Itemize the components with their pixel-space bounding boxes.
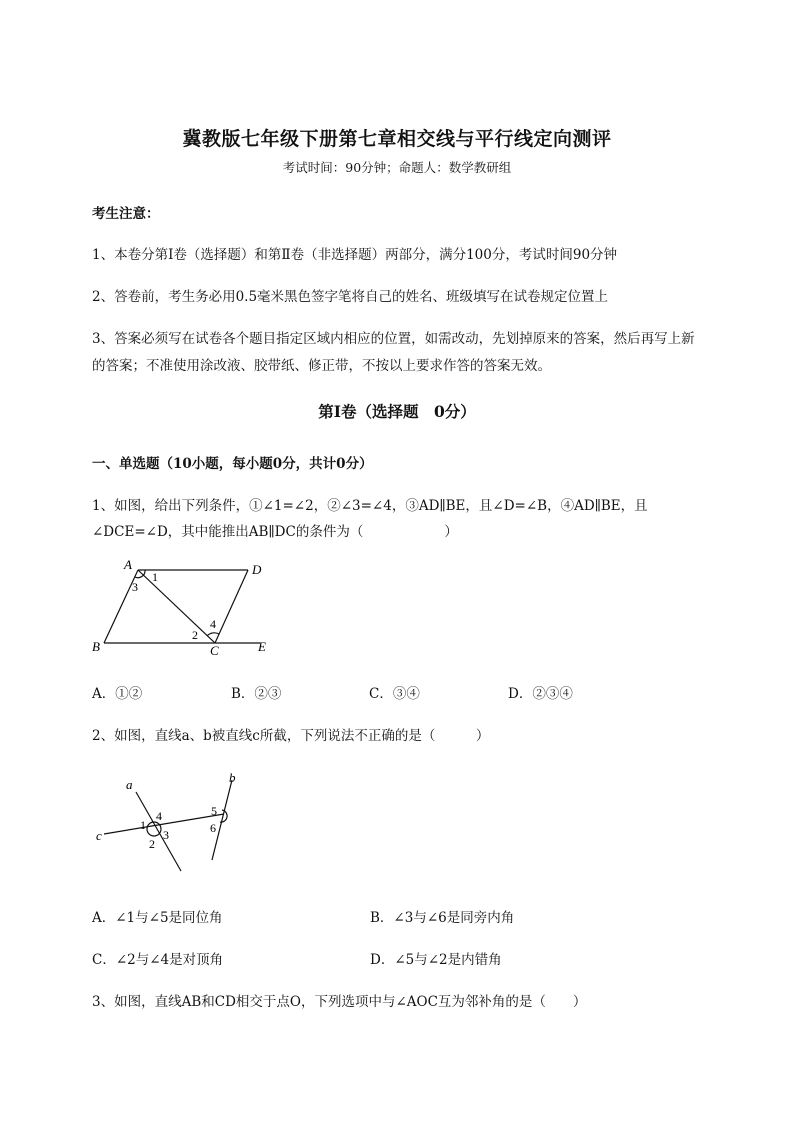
q1-angle-4: 4: [210, 617, 216, 631]
q1-label-e: E: [258, 639, 266, 654]
notice-item-1: 1、本卷分第I卷（选择题）和第Ⅱ卷（非选择题）两部分，满分100分，考试时间90分钟: [92, 247, 618, 263]
q2-angle-1: 1: [140, 818, 146, 832]
q1-label-b: B: [92, 639, 100, 654]
q2-label-c: c: [96, 828, 102, 843]
q2-angle-3: 3: [163, 828, 169, 842]
q2-option-d: D．∠5与∠2是内错角: [370, 952, 502, 968]
notice-item-3-cont: 的答案；不准使用涂改液、胶带纸、修正带，不按以上要求作答的答案无效。: [92, 358, 551, 374]
q2-option-b: B．∠3与∠6是同旁内角: [370, 910, 515, 926]
q1-option-c: C．③④: [369, 686, 420, 702]
q1-option-d: D．②③④: [508, 686, 573, 702]
q1-line-ac: [138, 570, 215, 643]
q2-option-a: A．∠1与∠5是同位角: [92, 910, 223, 926]
q2-angle-5: 5: [211, 804, 217, 818]
q1-angle-3: 3: [132, 580, 138, 594]
q1-option-a: A．①②: [92, 686, 143, 702]
notice-item-2: 2、答卷前，考生务必用0.5毫米黑色签字笔将自己的姓名、班级填写在试卷规定位置上: [92, 289, 609, 305]
part1-title: 第I卷（选择题 0分）: [318, 402, 476, 421]
q2-label-b: b: [229, 770, 236, 785]
q1-line-dc: [215, 570, 248, 643]
q1-label-a: A: [124, 557, 132, 572]
q1-figure: [88, 556, 278, 661]
q1-stem-line1: 1、如图，给出下列条件，①∠1=∠2，②∠3=∠4，③AD∥BE，且∠D=∠B，④AD∥BE，且: [92, 498, 648, 514]
q1-angle-arc-c: [207, 633, 219, 636]
q1-label-c: C: [210, 643, 219, 658]
notice-heading: 考生注意：: [92, 206, 160, 222]
q2-figure: [92, 768, 252, 880]
page-title: 冀教版七年级下册第七章相交线与平行线定向测评: [182, 128, 612, 150]
q3-stem-line1: 3、如图，直线AB和CD相交于点O，下列选项中与∠AOC互为邻补角的是（ ）: [92, 994, 587, 1010]
q1-option-b: B．②③: [231, 686, 282, 702]
q2-option-c: C．∠2与∠4是对顶角: [92, 952, 224, 968]
q2-label-a: a: [126, 777, 133, 792]
notice-item-3: 3、答案必须写在试卷各个题目指定区域内相应的位置，如需改动，先划掉原来的答案，然后再写上新: [92, 331, 695, 347]
q2-angle-2: 2: [149, 837, 155, 851]
page-subtitle: 考试时间：90分钟；命题人：数学教研组: [282, 160, 512, 175]
q1-angle-1: 1: [152, 570, 158, 584]
q2-stem-line1: 2、如图，直线a、b被直线c所截，下列说法不正确的是（ ）: [92, 728, 490, 744]
q1-angle-2: 2: [192, 628, 198, 642]
q2-line-b: [212, 780, 232, 860]
section-heading: 一、单选题（10小题，每小题0分，共计0分）: [92, 456, 373, 472]
q2-angle-4: 4: [156, 809, 162, 823]
q1-stem-line2: ∠DCE=∠D，其中能推出AB∥DC的条件为（ ）: [92, 524, 458, 540]
q1-label-d: D: [252, 562, 262, 577]
q2-angle-6: 6: [210, 821, 216, 835]
